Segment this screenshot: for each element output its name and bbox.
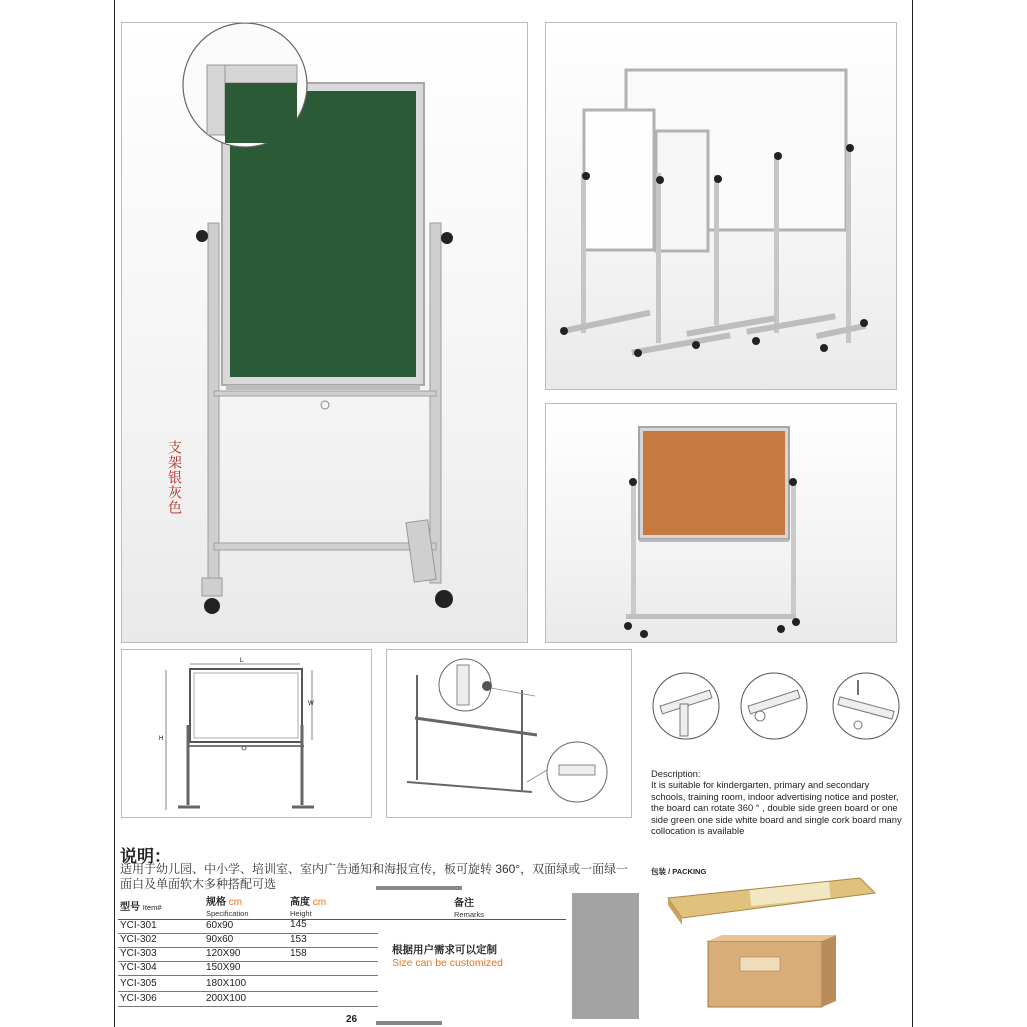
- table-row: [120, 992, 378, 1006]
- header-model-en: Item#: [142, 903, 162, 912]
- explanation-text: 适用于幼儿园、中小学、培训室、室内广告通知和海报宣传，板可旋转 360°，双面绿或一面绿一面白及单面软木多种搭配可选: [120, 862, 629, 891]
- description-block: [651, 768, 903, 836]
- cell-model: YCI-301: [120, 920, 157, 931]
- cell-model: YCI-306: [120, 993, 157, 1004]
- dim-length-label: L: [240, 658, 244, 664]
- divider-bar: [376, 886, 462, 890]
- header-height-unit: cm: [312, 897, 327, 908]
- grey-block: [572, 893, 639, 1019]
- header-remarks: [454, 899, 484, 920]
- table-row: [120, 961, 378, 975]
- cell-spec: 120X90: [206, 948, 241, 959]
- cell-spec: 60x90: [206, 920, 234, 931]
- cell-spec: 200X100: [206, 993, 247, 1004]
- header-model-cn: 型号: [120, 902, 140, 913]
- header-spec-cn: 规格: [206, 897, 226, 908]
- cell-spec: 90x60: [206, 934, 234, 945]
- page-number: 26: [346, 1014, 358, 1025]
- packing-label: 包装 / PACKING: [651, 867, 707, 876]
- header-height: [290, 898, 326, 919]
- packing-illustration: [660, 873, 890, 1023]
- row-rule: [118, 1006, 378, 1007]
- custom-size-note: [392, 944, 503, 970]
- white-boards-illustration: [546, 23, 896, 389]
- description-heading: Description:: [651, 768, 701, 779]
- rotation-detail-icons: [648, 670, 908, 745]
- cell-height: 145: [290, 919, 307, 930]
- header-height-en: Height: [290, 909, 312, 918]
- cell-model: YCI-305: [120, 978, 157, 989]
- assembly-drawing-svg: [387, 650, 631, 817]
- custom-size-en: Size can be customized: [392, 957, 503, 969]
- green-board-illustration: [122, 23, 527, 642]
- cell-height: 158: [290, 948, 307, 959]
- explanation-heading: 说明：: [120, 847, 171, 866]
- cork-board-photo: [545, 403, 897, 643]
- header-remarks-en: Remarks: [454, 910, 485, 919]
- cork-board-illustration: [546, 404, 896, 642]
- table-row: [120, 919, 378, 933]
- cell-height: 153: [290, 934, 307, 945]
- header-model: [120, 903, 162, 913]
- table-row: [120, 933, 378, 947]
- custom-size-cn: 根据用户需求可以定制: [392, 944, 497, 956]
- header-spec-unit: cm: [228, 897, 243, 908]
- white-boards-photo: [545, 22, 897, 390]
- cell-spec: 150X90: [206, 962, 241, 973]
- header-remarks-cn: 备注: [454, 898, 474, 909]
- dimension-drawing: [121, 649, 372, 818]
- header-spec: [206, 898, 249, 919]
- stand-color-label: 支架银灰色: [167, 440, 183, 515]
- assembly-drawing: [386, 649, 632, 818]
- page-left-border: [114, 0, 115, 1027]
- dim-height-label: H: [159, 736, 164, 742]
- dimension-drawing-svg: [122, 650, 371, 817]
- table-row: [120, 947, 378, 961]
- page-right-border: [912, 0, 913, 1027]
- cell-model: YCI-302: [120, 934, 157, 945]
- row-rule: [118, 975, 378, 976]
- cell-model: YCI-303: [120, 948, 157, 959]
- header-height-cn: 高度: [290, 897, 310, 908]
- divider-bar: [376, 1021, 442, 1025]
- cell-model: YCI-304: [120, 962, 157, 973]
- description-text: It is suitable for kindergarten, primary and secondary schools, training room, indoor advertising notice and poster, the board can rotate 360 ° , double side green board or one side green one side white board and single cork board many collocation is available: [651, 779, 902, 837]
- dim-width-label: W: [308, 701, 314, 707]
- header-spec-en: Specification: [206, 909, 249, 918]
- green-board-photo: [121, 22, 528, 643]
- cell-spec: 180X100: [206, 978, 247, 989]
- table-row: [120, 977, 378, 991]
